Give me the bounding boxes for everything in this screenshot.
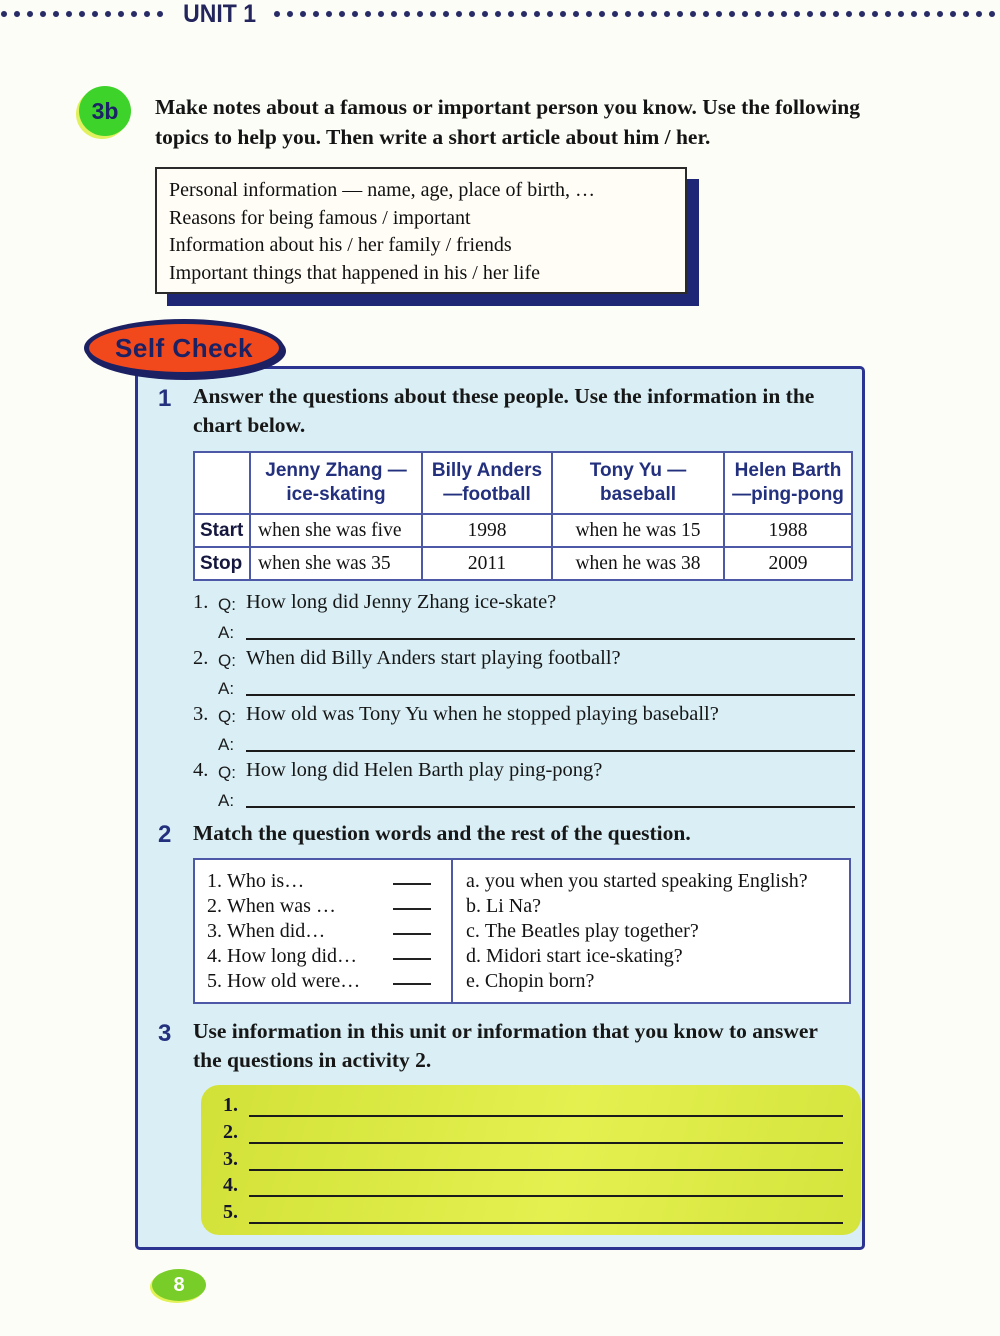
match-blank-line [393,969,431,985]
row-label-start: Start [194,514,250,547]
q-label: Q: [218,707,236,726]
people-chart [193,451,853,581]
topic-item: Important things that happened in his / her life [169,261,541,284]
table-cell: 2011 [422,547,552,580]
table-cell: 2009 [724,547,852,580]
page-number-badge [152,1269,206,1301]
item-letter: a. [466,870,480,892]
item-letter: d. [466,945,481,967]
item-text: How long did… [227,945,357,967]
item-text: When was … [227,895,336,917]
dotted-rule-right [273,10,1000,18]
matching-left-column [195,860,453,1002]
item-number: 3. [207,920,222,942]
activity-3b-instruction: Make notes about a famous or important person you know. Use the following topics to help you. Then write a short article about him / her. [155,95,860,149]
question-text: How long did Helen Barth play ping-pong? [246,759,603,781]
item-number: 2. [207,895,222,917]
table-header-row [194,452,852,514]
line-number: 2. [223,1120,238,1143]
column-header-jenny [250,452,422,514]
answer-line-row [223,1148,843,1174]
question-item [193,589,855,645]
match-blank-line [393,869,431,885]
match-left-item [207,869,439,893]
item-text: Midori start ice-skating? [486,945,683,967]
question-number: 2. [193,647,209,669]
self-check-panel [135,366,865,1250]
question-item [193,757,855,813]
table-corner-cell [194,452,250,514]
item-text: you when you started speaking English? [484,870,808,892]
column-header-line: ice-skating [286,484,386,505]
line-number: 1. [223,1094,238,1116]
self-check-title: Self Check [115,332,253,363]
line-number: 3. [223,1147,238,1170]
column-header-line: Helen Barth [734,460,842,481]
table-cell: 1988 [724,514,852,547]
match-left-item [207,894,439,918]
question-text: When did Billy Anders start playing football? [246,647,621,669]
row-label-stop: Stop [194,547,250,580]
question-number: 3. [193,703,209,725]
match-blank-line [393,919,431,935]
topics-box [155,167,687,294]
match-left-item [207,944,439,968]
question-number: 1. [193,591,209,613]
answer-lines-block [201,1085,861,1235]
answer-line-row [223,1174,843,1200]
column-header-line: Tony Yu — [589,460,687,481]
dotted-rule-left [0,10,166,18]
answer-blank-line [246,735,855,752]
activity2-instruction: Match the question words and the rest of the question. [193,821,691,845]
unit-header [0,0,1000,28]
activity2-number: 2 [158,821,172,848]
table-cell: 1998 [422,514,552,547]
q-label: Q: [218,763,236,782]
unit-title: UNIT 1 [183,0,257,28]
activity1-number: 1 [158,385,172,412]
question-text: How long did Jenny Zhang ice-skate? [246,591,557,613]
question-number: 4. [193,759,209,781]
column-header-line: —football [443,484,531,505]
answer-blank-line [246,791,855,808]
a-label: A: [218,623,235,642]
match-right-item [466,869,841,893]
column-header-line: —ping-pong [732,484,844,505]
activity1-instruction: Answer the questions about these people. Use the information in the chart below. [193,384,815,437]
a-label: A: [218,735,235,754]
column-header-line: Jenny Zhang — [265,460,407,481]
item-number: 1. [207,870,222,892]
topic-item: Personal information — name, age, place of birth, … [169,179,595,201]
match-right-item [466,919,841,943]
match-right-item [466,894,841,918]
item-text: Chopin born? [484,970,595,992]
table-cell: when he was 15 [552,514,724,547]
answer-line-row [223,1094,843,1120]
item-number: 4. [207,945,222,967]
answer-blank-line [246,679,855,696]
question-item [193,701,855,757]
table-cell: when he was 38 [552,547,724,580]
a-label: A: [218,791,235,810]
item-letter: c. [466,920,480,942]
column-header-line: baseball [599,484,677,505]
match-left-item [207,969,439,993]
answer-line-row [223,1121,843,1147]
column-header-line: Billy Anders [431,460,543,481]
item-text: When did… [227,920,326,942]
topic-item: Reasons for being famous / important [169,206,471,229]
q-label: Q: [218,595,236,614]
match-right-item [466,969,841,993]
a-label: A: [218,679,235,698]
column-header-tony [552,452,724,514]
answer-line-row [223,1201,843,1227]
table-row [194,514,852,547]
item-text: How old were… [227,970,361,992]
answer-blank-line [249,1174,843,1197]
match-blank-line [393,894,431,910]
table-row [194,547,852,580]
item-text: Li Na? [486,895,541,917]
topic-item: Information about his / her family / friends [169,234,512,256]
table-cell: when she was five [250,514,422,547]
question-text: How old was Tony Yu when he stopped playing baseball? [246,703,719,725]
match-blank-line [393,944,431,960]
column-header-helen [724,452,852,514]
line-number: 4. [223,1174,238,1197]
activity3-number: 3 [158,1020,172,1047]
page-number: 8 [173,1273,185,1296]
table-cell: when she was 35 [250,547,422,580]
answer-blank-line [249,1094,843,1117]
matching-box [193,858,851,1004]
match-right-item [466,944,841,968]
activity-3b-badge [79,86,131,136]
activity3-instruction: Use information in this unit or information that you know to answer the questions in activity 2. [193,1019,818,1072]
match-left-item [207,919,439,943]
answer-blank-line [249,1201,843,1224]
q-label: Q: [218,651,236,670]
item-letter: b. [466,895,481,917]
item-text: The Beatles play together? [484,920,699,942]
answer-blank-line [249,1148,843,1171]
matching-right-column [453,860,849,1002]
answer-blank-line [249,1121,843,1144]
self-check-badge [84,319,284,377]
activity-3b-badge-label: 3b [91,97,119,124]
question-item [193,645,855,701]
answer-blank-line [246,623,855,640]
item-number: 5. [207,970,222,992]
line-number: 5. [223,1201,238,1223]
column-header-billy [422,452,552,514]
question-list [193,589,855,813]
item-letter: e. [466,970,480,992]
item-text: Who is… [227,870,305,892]
